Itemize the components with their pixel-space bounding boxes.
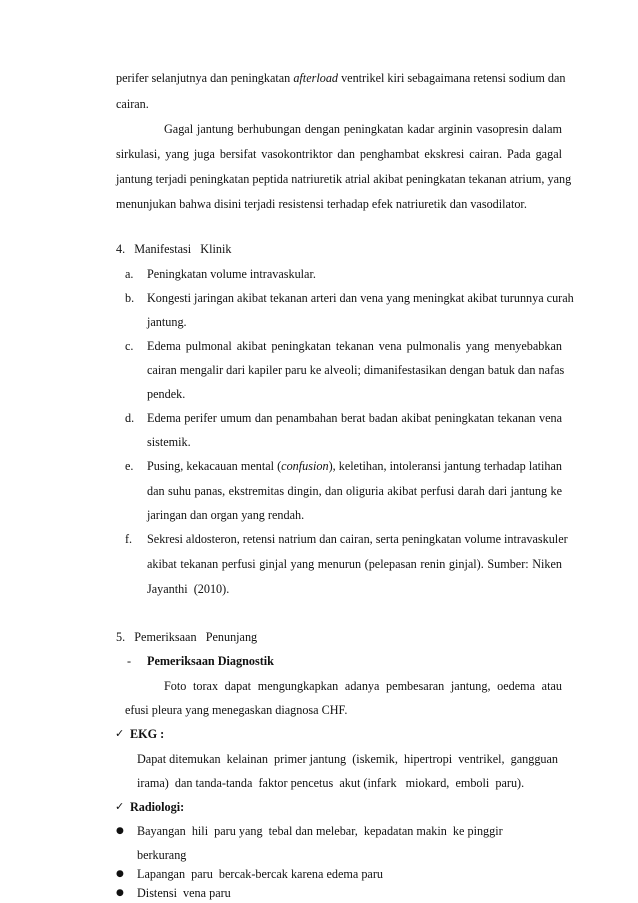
paragraph-line: menunjukan bahwa disini terjadi resistensi terhadap efek natriuretik dan vasodilator.: [116, 197, 527, 211]
paragraph-line: sirkulasi, yang juga bersifat vasokontriktor dan penghambat ekskresi cairan. Pada gagal: [116, 147, 562, 161]
list-item-line: Bayangan hili paru yang tebal dan melebar, kepadatan makin ke pinggir: [137, 824, 503, 838]
subsection-heading: EKG :: [130, 727, 165, 741]
list-item-line: Sekresi aldosteron, retensi natrium dan cairan, serta peningkatan volume intravaskuler: [147, 532, 568, 546]
list-item-line: pendek.: [147, 387, 186, 401]
list-item-line: Edema perifer umum dan penambahan berat badan akibat peningkatan tekanan vena: [147, 411, 562, 425]
list-item-line: Edema pulmonal akibat peningkatan tekanan vena pulmonalis yang menyebabkan: [147, 339, 562, 353]
check-icon: ✓: [115, 727, 125, 740]
list-item-line: cairan mengalir dari kapiler paru ke alveoli; dimanifestasikan dengan batuk dan nafas: [147, 363, 565, 377]
dash-marker: -: [127, 654, 132, 668]
list-item-line: Distensi vena paru: [137, 886, 231, 900]
list-marker: b.: [125, 291, 135, 305]
emphasis-term: afterload: [293, 71, 339, 85]
list-marker: c.: [125, 339, 134, 353]
list-marker: f.: [125, 532, 133, 546]
paragraph-text: ventrikel kiri sebagaimana retensi sodium dan: [341, 71, 566, 85]
emphasis-term: confusion: [281, 459, 329, 473]
check-icon: ✓: [115, 800, 125, 813]
list-item-line: dan suhu panas, ekstremitas dingin, dan oliguria akibat perfusi darah dari jantung ke: [147, 484, 562, 498]
list-item-line: Kongesti jaringan akibat tekanan arteri dan vena yang meningkat akibat turunnya curah: [147, 291, 574, 305]
paragraph-line: jantung terjadi peningkatan peptida natriuretik atrial akibat peningkatan tekanan atrium, yang: [116, 172, 572, 186]
list-item-line: berkurang: [137, 848, 187, 862]
list-item-line: akibat tekanan perfusi ginjal yang menurun (pelepasan renin ginjal). Sumber: Niken: [147, 557, 562, 571]
list-item-line: jaringan dan organ yang rendah.: [147, 508, 305, 522]
subsection-heading: Pemeriksaan Diagnostik: [147, 654, 274, 668]
list-marker: a.: [125, 267, 134, 281]
list-marker: d.: [125, 411, 135, 425]
paragraph-line: Gagal jantung berhubungan dengan peningkatan kadar arginin vasopresin dalam: [164, 122, 562, 136]
paragraph-line: efusi pleura yang menegaskan diagnosa CHF.: [125, 703, 348, 717]
list-item-line: sistemik.: [147, 435, 191, 449]
list-item-line: Lapangan paru bercak-bercak karena edema paru: [137, 867, 383, 881]
bullet-icon: ●: [116, 826, 124, 836]
bullet-icon: ●: [116, 869, 124, 879]
list-marker: e.: [125, 459, 134, 473]
subsection-heading: Radiologi:: [130, 800, 185, 814]
paragraph-text: perifer selanjutnya dan peningkatan: [116, 71, 291, 85]
list-item-line: Peningkatan volume intravaskular.: [147, 267, 316, 281]
paragraph-line: irama) dan tanda-tanda faktor pencetus akut (infark miokard, emboli paru).: [137, 776, 525, 790]
paragraph-line: [116, 70, 566, 86]
paragraph-line: Foto torax dapat mengungkapkan adanya pembesaran jantung, oedema atau: [164, 679, 562, 693]
list-item-line: Jayanthi (2010).: [147, 582, 230, 596]
paragraph-line: Dapat ditemukan kelainan primer jantung (iskemik, hipertropi ventrikel, gangguan: [137, 752, 559, 766]
bullet-icon: ●: [116, 888, 124, 898]
list-item-line: [147, 458, 562, 474]
list-item-line: jantung.: [147, 315, 187, 329]
paragraph-line: cairan.: [116, 97, 149, 111]
list-item-text: ), keletihan, intoleransi jantung terhadap latihan: [328, 459, 562, 473]
list-item-text: Pusing, kekacauan mental (: [147, 459, 282, 473]
section-heading: 4. Manifestasi Klinik: [116, 242, 232, 256]
section-heading: 5. Pemeriksaan Penunjang: [116, 630, 258, 644]
